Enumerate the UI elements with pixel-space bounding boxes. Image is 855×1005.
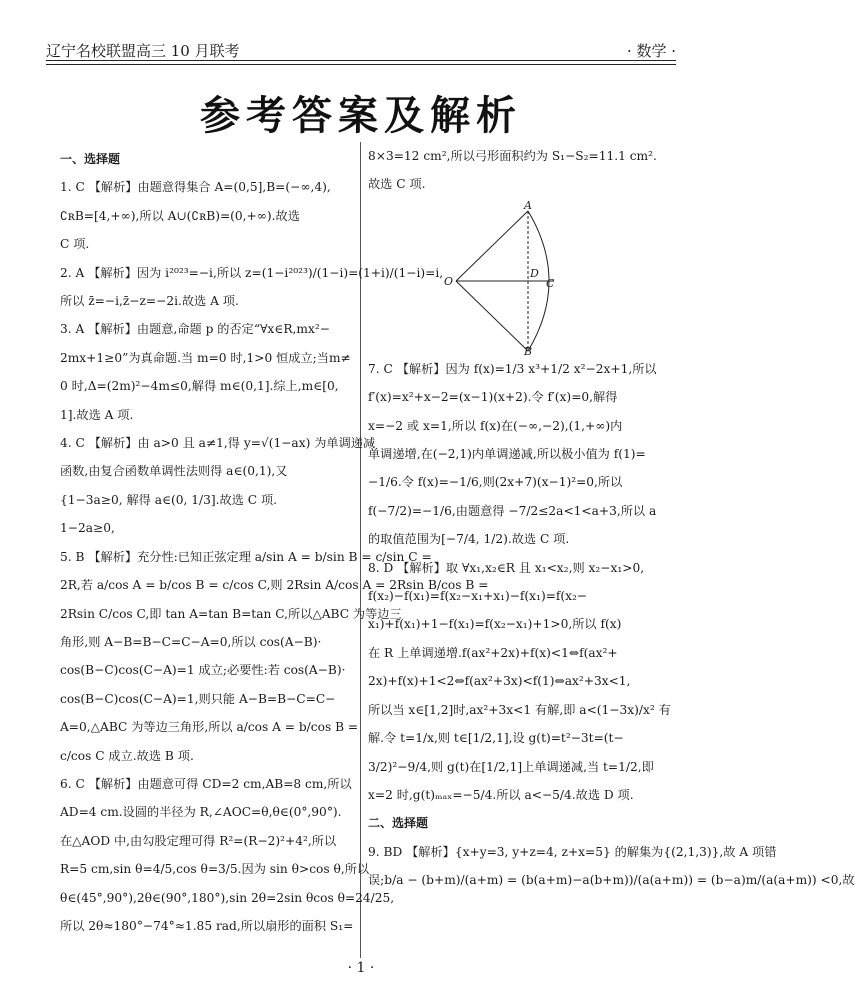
section-heading: 一、选择题	[60, 152, 121, 166]
section-heading: 二、选择题	[368, 816, 429, 831]
text-line: 故选 C 项.	[368, 177, 426, 192]
text-line: 2R,若 a/cos A = b/cos B = c/cos C,则 2Rsin A/cos A = 2Rsin B/cos B =	[60, 578, 489, 593]
text-line: 8. D 【解析】取 ∀x₁,x₂∈R 且 x₁<x₂,则 x₂−x₁>0,	[368, 560, 645, 575]
text-line: A=0,△ABC 为等边三角形,所以 a/cos A = b/cos B =	[60, 720, 359, 735]
header-rule-thin	[46, 64, 676, 65]
text-line: cos(B−C)cos(C−A)=1 成立;必要性:若 cos(A−B)·	[60, 663, 346, 678]
sector-diagram	[438, 198, 558, 358]
text-line: C 项.	[60, 237, 90, 252]
text-line: x₁)+f(x₁)+1−f(x₁)=f(x₂−x₁)+1>0,所以 f(x)	[368, 617, 622, 632]
text-line: 3/2)²−9/4,则 g(t)在[1/2,1]上单调递减,当 t=1/2,即	[368, 759, 654, 774]
text-line: {1−3a≥0, 解得 a∈(0, 1/3].故选 C 项.	[60, 492, 278, 507]
text-line: ∁ʀB=[4,+∞),所以 A∪(∁ʀB)=(0,+∞).故选	[60, 208, 300, 223]
text-line: 5. B 【解析】充分性:已知正弦定理 a/sin A = b/sin B = c/sin C =	[60, 549, 432, 564]
page-number: · 1 ·	[347, 960, 375, 976]
point-a-label: A	[524, 198, 532, 212]
text-line: 角形,则 A−B=B−C=C−A=0,所以 cos(A−B)·	[60, 634, 322, 649]
text-line: 所以 2θ≈180°−74°≈1.85 rad,所以扇形的面积 S₁=	[60, 918, 354, 933]
text-line: −1/6.令 f(x)=−1/6,则(2x+7)(x−1)²=0,所以	[368, 475, 623, 490]
point-o-label: O	[444, 274, 454, 288]
text-line: 6. C 【解析】由题意可得 CD=2 cm,AB=8 cm,所以	[60, 776, 352, 791]
text-line: AD=4 cm.设圆的半径为 R,∠AOC=θ,θ∈(0°,90°).	[60, 805, 342, 820]
text-line: f(x₂)−f(x₁)=f(x₂−x₁+x₁)−f(x₁)=f(x₂−	[368, 589, 588, 604]
text-line: 解.令 t=1/x,则 t∈[1/2,1],设 g(t)=t²−3t=(t−	[368, 731, 624, 746]
header-exam-name: 辽宁名校联盟高三 10 月联考	[46, 42, 240, 60]
text-line: 1].故选 A 项.	[60, 407, 134, 422]
text-line: 3. A 【解析】由题意,命题 p 的否定“∀x∈R,mx²−	[60, 322, 330, 337]
text-line: 1. C 【解析】由题意得集合 A=(0,5],B=(−∞,4),	[60, 180, 331, 195]
page-title: 参考答案及解析	[200, 93, 522, 139]
text-line: R=5 cm,sin θ=4/5,cos θ=3/5.因为 sin θ>cos θ,所以	[60, 862, 370, 877]
header-subject: · 数学 ·	[626, 42, 676, 60]
text-line: f′(x)=x²+x−2=(x−1)(x+2).令 f′(x)=0,解得	[368, 390, 618, 405]
text-line: 误;b/a − (b+m)/(a+m) = (b(a+m)−a(b+m))/(a(a+m)) = (b−a)m/(a(a+m)) <0,故	[368, 873, 855, 888]
text-line: cos(B−C)cos(C−A)=1,则只能 A−B=B−C=C−	[60, 691, 336, 706]
text-line: 4. C 【解析】由 a>0 且 a≠1,得 y=√(1−ax) 为单调递减	[60, 436, 376, 451]
text-line: 2mx+1≥0”为真命题.当 m=0 时,1>0 恒成立;当m≠	[60, 350, 351, 365]
text-line: 的取值范围为[−7/4, 1/2).故选 C 项.	[368, 532, 570, 547]
text-line: 2Rsin C/cos C,即 tan A=tan B=tan C,所以△ABC 为等边三	[60, 606, 402, 621]
text-line: 1−2a≥0,	[60, 521, 115, 536]
text-line: 2x)+f(x)+1<2⇔f(ax²+3x)<f(1)⇔ax²+3x<1,	[368, 674, 631, 689]
text-line: 0 时,Δ=(2m)²−4m≤0,解得 m∈(0,1].综上,m∈[0,	[60, 379, 339, 394]
text-line: 在 R 上单调递增.f(ax²+2x)+f(x)<1⇔f(ax²+	[368, 645, 618, 660]
text-line: 所以 z̄=−i,z̄−z=−2i.故选 A 项.	[60, 294, 239, 309]
text-line: 函数,由复合函数单调性法则得 a∈(0,1),又	[60, 464, 288, 479]
text-line: f(−7/2)=−1/6,由题意得 −7/2≤2a<1<a+3,所以 a	[368, 503, 657, 518]
text-line: 7. C 【解析】因为 f(x)=1/3 x³+1/2 x²−2x+1,所以	[368, 361, 657, 376]
text-line: 所以当 x∈[1,2]时,ax²+3x<1 有解,即 a<(1−3x)/x² 有	[368, 702, 671, 717]
text-line: 在△AOD 中,由勾股定理可得 R²=(R−2)²+4²,所以	[60, 833, 337, 848]
text-line: θ∈(45°,90°),2θ∈(90°,180°),sin 2θ=2sin θcos θ=24/25,	[60, 890, 395, 905]
page-header	[46, 36, 676, 58]
text-line: 8×3=12 cm²,所以弓形面积约为 S₁−S₂=11.1 cm².	[368, 149, 657, 163]
text-line: c/cos C 成立.故选 B 项.	[60, 748, 194, 763]
text-line: 单调递增,在(−2,1)内单调递减,所以极小值为 f(1)=	[368, 447, 646, 462]
point-c-label: C	[546, 276, 555, 290]
text-line: 9. BD 【解析】{x+y=3, y+z=4, z+x=5} 的解集为{(2,1,3)},故 A 项错	[368, 844, 777, 859]
text-line: x=−2 或 x=1,所以 f(x)在(−∞,−2),(1,+∞)内	[368, 418, 623, 433]
point-b-label: B	[524, 344, 533, 358]
point-d-label: D	[530, 266, 539, 280]
header-rule	[46, 60, 676, 61]
right-column	[368, 142, 855, 895]
text-line: 2. A 【解析】因为 i²⁰²³=−i,所以 z=(1−i²⁰²³)/(1−i)=(1+i)/(1−i)=i,	[60, 265, 444, 280]
text-line: x=2 时,g(t)ₘₐₓ=−5/4.所以 a<−5/4.故选 D 项.	[368, 787, 634, 802]
